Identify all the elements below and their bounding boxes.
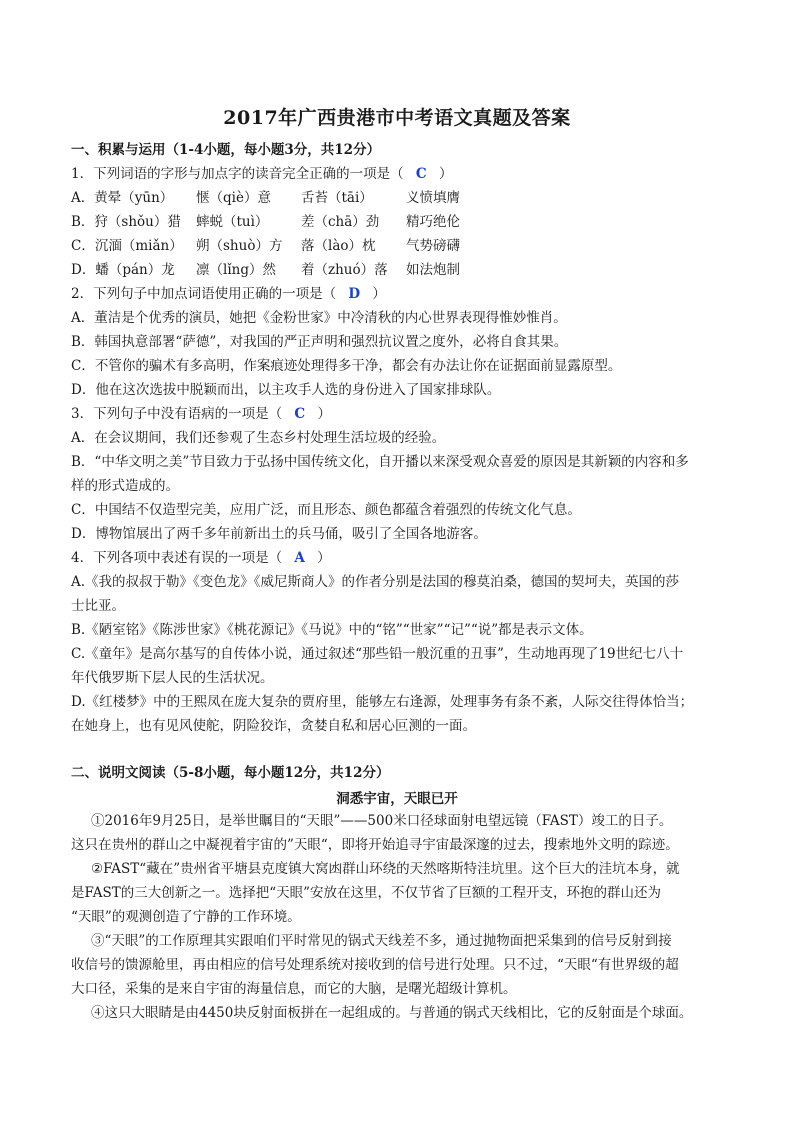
section-2-heading: 二、说明文阅读（5-8小题，每小题12分，共12分） (71, 765, 390, 781)
q1-option-a-part4: 义愤填膺 (406, 190, 460, 206)
q2-stem (71, 284, 721, 304)
q1-option-a-part2: 惬（qiè）意 (196, 190, 271, 206)
paragraph-3-line-2: 收信号的馈源舱里，再由相应的信号处理系统对接收到的信号进行处理。只不过，“天眼“有世界级的超 (71, 957, 679, 973)
q4-option-b: B.《陋室铭》《陈涉世家》《桃花源记》《马说》中的“铭”“世家”“记”“说”都是表示文体。 (71, 622, 593, 638)
q4-option-d-cont: 在她身上，也有见风使舵，阴险狡诈，贪婪自私和居心叵测的一面。 (71, 718, 476, 734)
q1-option-a (71, 188, 721, 208)
q1-option-a-part3: 舌苔（tāi） (301, 190, 373, 206)
q1-option-b-part2: 蟀蜕（tuì） (196, 214, 269, 230)
q3-option-d: D．博物馆展出了两千多年前新出土的兵马俑，吸引了全国各地游客。 (71, 526, 487, 542)
q3-stem (71, 404, 721, 424)
q1-option-c (71, 236, 721, 256)
q4-option-c-cont: 年代俄罗斯下层人民的生活状况。 (71, 670, 274, 686)
q3-stem-close: ） (317, 406, 331, 422)
q1-option-d (71, 260, 721, 280)
q1-option-c-part4: 气势磅礴 (406, 238, 460, 254)
q1-option-c-part3: 落（lào）枕 (301, 238, 376, 254)
paragraph-3-line-1: ③“天眼”的工作原理其实跟咱们平时常见的锅式天线差不多，通过抛物面把采集到的信号反射到接 (91, 933, 672, 949)
q1-stem (71, 164, 721, 184)
q1-option-d-part1: D．蟠（pán）龙 (71, 262, 175, 278)
q1-option-b-part4: 精巧绝伦 (406, 214, 460, 230)
q1-option-a-part1: A．黄晕（yūn） (71, 190, 174, 206)
paragraph-3-line-3: 大口径，采集的是来自宇宙的海量信息，而它的大脑，是曙光超级计算机。 (71, 981, 517, 997)
q4-answer: A (294, 550, 305, 566)
q3-stem-text: 3．下列句子中没有语病的一项是（ (71, 406, 283, 422)
q4-option-d: D.《红楼梦》中的王熙凤在庞大复杂的贾府里，能够左右逢源，处理事务有条不紊，人际交往得体恰当； (71, 694, 694, 710)
q1-option-b-part3: 差（chā）劲 (301, 214, 380, 230)
q1-option-c-part2: 朔（shuò）方 (196, 238, 283, 254)
paragraph-1-line-1: ①2016年9月25日，是举世瞩目的“天眼”——500米口径球面射电望远镜（FAST）竣工的日子。 (91, 813, 673, 829)
q2-option-b: B．韩国执意部署“萨德”，对我国的严正声明和强烈抗议置之度外，必将自食其果。 (71, 334, 568, 350)
paragraph-1-line-2: 这只在贵州的群山之中凝视着宇宙的”天眼“，即将开始追寻宇宙最深邃的过去，搜索地外文明的踪迹。 (71, 837, 679, 853)
q4-stem-text: 4．下列各项中表述有误的一项是（ (71, 550, 283, 566)
q4-stem (71, 548, 721, 568)
article-title: 洞悉宇宙，天眼已开 (336, 791, 458, 807)
section-1-heading: 一、积累与运用（1-4小题，每小题3分，共12分） (71, 142, 381, 158)
q1-option-d-part3: 着（zhuó）落 (301, 262, 388, 278)
q3-option-c: C．中国结不仅造型完美，应用广泛，而且形态、颜色都蕴含着强烈的传统文化气息。 (71, 502, 581, 518)
q2-option-d: D．他在这次选拔中脱颖而出，以主攻手人选的身份进入了国家排球队。 (71, 382, 501, 398)
q1-option-b-part1: B．狩（shǒu）猎 (71, 214, 181, 230)
q3-option-b-cont: 样的形式造成的。 (71, 478, 179, 494)
q1-stem-close: ） (438, 166, 453, 182)
q1-option-d-part2: 凛（lǐng）然 (196, 262, 276, 278)
q2-answer: D (348, 286, 361, 302)
document-title: 2017年广西贵港市中考语文真题及答案 (223, 107, 571, 129)
q4-option-c: C.《童年》是高尔基写的自传体小说，通过叙述“那些铅一般沉重的丑事”，生动地再现了19世纪七八十 (71, 646, 684, 662)
paragraph-4-line-1: ④这只大眼睛是由4450块反射面板拼在一起组成的。与普通的锅式天线相比，它的反射面是个球面。 (91, 1005, 693, 1021)
q1-option-c-part1: C．沉湎（miǎn） (71, 238, 183, 254)
q2-option-c: C．不管你的骗术有多高明，作案痕迹处理得多干净，都会有办法让你在证据面前显露原型。 (71, 358, 622, 374)
q3-option-a: A．在会议期间，我们还参观了生态乡村处理生活垃圾的经验。 (71, 430, 446, 446)
q4-stem-close: ） (317, 550, 331, 566)
q3-answer: C (294, 406, 306, 422)
paragraph-2-line-1: ②FAST“藏在”贵州省平塘县克度镇大窝凼群山环绕的天然喀斯特洼坑里。这个巨大的洼坑本身，就 (91, 861, 680, 877)
q2-stem-text: 2．下列句子中加点词语使用正确的一项是（ (71, 286, 337, 302)
q1-answer: C (415, 166, 427, 182)
q4-option-a: A.《我的叔叔于勒》《变色龙》《威尼斯商人》的作者分别是法国的穆莫泊桑，德国的契坷夫，英国的莎 (71, 574, 680, 590)
q1-option-b (71, 212, 721, 232)
q2-stem-close: ） (372, 286, 386, 302)
q3-option-b: B．“中华文明之美”节目致力于弘扬中国传统文化，自开播以来深受观众喜爱的原因是其新颖的内容和多 (71, 454, 689, 470)
q4-option-a-cont: 士比亚。 (71, 598, 125, 614)
q1-stem-text: 1．下列词语的字形与加点字的读音完全正确的一项是（ (71, 166, 404, 182)
q1-option-d-part4: 如法炮制 (406, 262, 460, 278)
paragraph-2-line-2: 是FAST的三大创新之一。选择把“天眼”安放在这里，不仅节省了巨额的工程开支，环抱的群山还为 (71, 885, 661, 901)
paragraph-2-line-3: “天眼”的观测创造了宁静的工作环境。 (71, 909, 301, 925)
q2-option-a: A．董洁是个优秀的演员，她把《金粉世家》中冷清秋的内心世界表现得惟妙惟肖。 (71, 310, 567, 326)
